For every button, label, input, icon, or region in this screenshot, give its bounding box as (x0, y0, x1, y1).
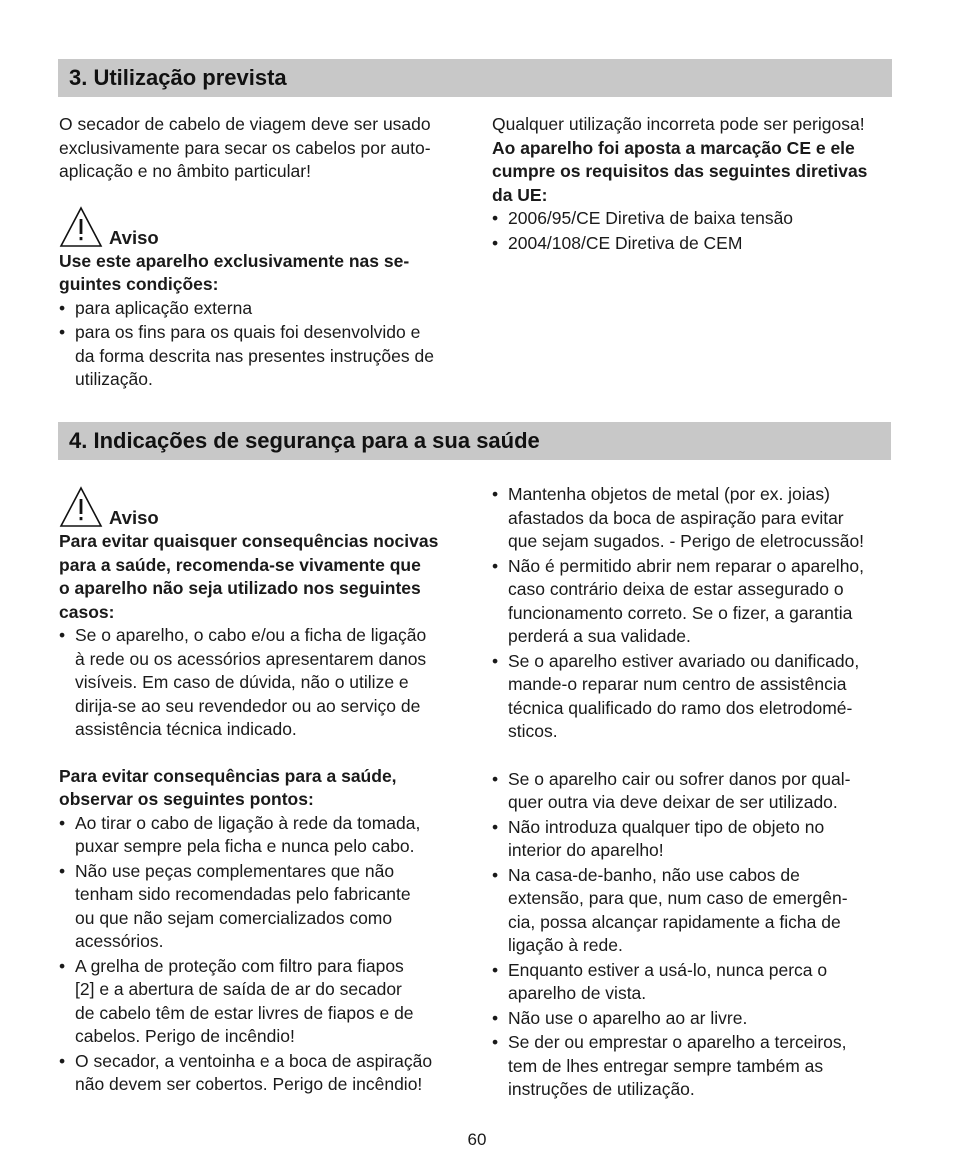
usage-conditions-list (59, 297, 469, 392)
text-line: cabelos. Perigo de incêndio! (75, 1026, 295, 1046)
text-line: aparelho de vista. (508, 983, 647, 1003)
list-item (59, 1050, 469, 1097)
eu-directives-list (492, 207, 902, 255)
text-line: casos: (59, 601, 115, 622)
text-line: dirija-se ao seu revendedor ou ao serviço de (75, 695, 421, 716)
list-item (59, 321, 469, 392)
warning-condition-text (59, 250, 469, 297)
text-line: ou que não sejam comercializados como (75, 907, 393, 928)
text-line: visíveis. Em caso de dúvida, não o utilize e (75, 672, 409, 692)
text-line: O secador, a ventoinha e a boca de aspiração (75, 1050, 433, 1071)
warning-title: Aviso (109, 507, 159, 528)
text-line: o aparelho não seja utilizado nos seguintes (59, 578, 421, 598)
text-line: observar os seguintes pontos: (59, 789, 314, 809)
text-line: para aplicação externa (75, 297, 253, 318)
list-item (492, 1007, 902, 1031)
section-4-heading (58, 422, 891, 460)
damage-cases-list (59, 624, 469, 742)
health-warning-text (59, 530, 469, 624)
text-line: Não é permitido abrir nem reparar o aparelho, (508, 555, 865, 576)
misuse-warning-text: Qualquer utilização incorreta pode ser perigosa! (492, 114, 865, 134)
text-line: utilização. (75, 369, 153, 389)
list-item (492, 232, 902, 256)
text-line: Não use o aparelho ao ar livre. (508, 1007, 748, 1028)
text-line: quer outra via deve deixar de ser utilizado. (508, 792, 838, 812)
text-line: técnica qualificado do ramo dos eletrodomé- (508, 697, 853, 718)
section-3-left-column (59, 113, 469, 393)
text-line: não devem ser cobertos. Perigo de incêndio! (75, 1074, 423, 1094)
ce-marking-text (492, 137, 902, 208)
text-line: Não use peças complementares que não (75, 860, 395, 881)
text-line: da forma descrita nas presentes instruções de (75, 345, 434, 366)
text-line: mande-o reparar num centro de assistência (508, 674, 847, 694)
warning-header (59, 484, 469, 528)
safety-list-bottom (492, 768, 902, 1102)
text-line: instruções de utilização. (508, 1079, 695, 1099)
list-item (492, 650, 902, 744)
text-line: Ao aparelho foi aposta a marcação CE e ele (492, 137, 855, 158)
text-line: O secador de cabelo de viagem deve ser usado (59, 114, 431, 134)
text-line: caso contrário deixa de estar assegurado o (508, 579, 844, 599)
warning-triangle-icon (59, 486, 103, 528)
text-line: 2006/95/CE Diretiva de baixa tensão (508, 208, 794, 228)
section-3-title: 3. Utilização prevista (69, 65, 287, 90)
section-3-heading (58, 59, 892, 97)
text-line: tenham sido recomendadas pelo fabricante (75, 884, 411, 904)
intended-use-paragraph (59, 113, 469, 184)
text-line: Ao tirar o cabo de ligação à rede da tomada, (75, 812, 421, 833)
text-line: que sejam sugados. - Perigo de eletrocussão! (508, 531, 865, 551)
list-item (492, 1031, 902, 1102)
list-item (492, 816, 902, 863)
list-item (59, 955, 469, 1049)
text-line: sticos. (508, 721, 558, 741)
text-line: guintes condições: (59, 274, 219, 294)
text-line: da UE: (492, 184, 548, 205)
text-line: [2] e a abertura de saída de ar do secador (75, 979, 402, 999)
text-line: interior do aparelho! (508, 840, 664, 860)
text-line: Para evitar quaisquer consequências nocivas (59, 531, 439, 551)
text-line: 2004/108/CE Diretiva de CEM (508, 232, 743, 253)
list-item (492, 768, 902, 815)
section-4-left-column (59, 484, 469, 1098)
list-item (59, 297, 469, 321)
warning-title: Aviso (109, 226, 159, 248)
text-line: para a saúde, recomenda-se vivamente que (59, 554, 421, 575)
text-line: acessórios. (75, 931, 164, 951)
text-line: Se o aparelho estiver avariado ou danificado, (508, 650, 860, 671)
text-line: cumpre os requisitos das seguintes diretivas (492, 161, 868, 181)
list-item (492, 483, 902, 554)
text-line: para os fins para os quais foi desenvolvido e (75, 322, 421, 342)
list-item (59, 812, 469, 859)
section-4-right-column (492, 483, 902, 1103)
text-line: A grelha de proteção com filtro para fiapos (75, 955, 404, 976)
list-item (492, 864, 902, 958)
text-line: cia, possa alcançar rapidamente a ficha de (508, 911, 841, 932)
text-line: Para evitar consequências para a saúde, (59, 765, 397, 786)
text-line: ligação à rede. (508, 935, 623, 955)
text-line: assistência técnica indicado. (75, 719, 297, 739)
list-item (492, 207, 902, 231)
text-line: Não introduza qualquer tipo de objeto no (508, 816, 825, 837)
list-item (59, 624, 469, 742)
text-line: de cabelo têm de estar livres de fiapos e de (75, 1002, 414, 1023)
list-item (492, 959, 902, 1006)
text-line: Use este aparelho exclusivamente nas se- (59, 250, 410, 271)
page-number: 60 (467, 1130, 487, 1149)
warning-triangle-icon (59, 206, 103, 248)
warning-header (59, 204, 469, 248)
text-line: Enquanto estiver a usá-lo, nunca perca o (508, 959, 828, 980)
text-line: aplicação e no âmbito particular! (59, 161, 311, 181)
text-line: Se o aparelho, o cabo e/ou a ficha de ligação (75, 625, 427, 645)
safety-list-top (492, 483, 902, 744)
list-item (59, 860, 469, 954)
text-line: extensão, para que, num caso de emergên- (508, 888, 848, 908)
text-line: puxar sempre pela ficha e nunca pelo cabo. (75, 836, 415, 856)
section-4-title: 4. Indicações de segurança para a sua saúde (69, 428, 540, 453)
text-line: Na casa-de-banho, não use cabos de (508, 864, 800, 885)
text-line: afastados da boca de aspiração para evitar (508, 507, 844, 528)
text-line: tem de lhes entregar sempre também as (508, 1055, 824, 1076)
text-line: funcionamento correto. Se o fizer, a garantia (508, 602, 853, 623)
text-line: à rede ou os acessórios apresentarem danos (75, 648, 427, 669)
health-points-heading (59, 765, 469, 812)
list-item (492, 555, 902, 649)
health-points-list (59, 812, 469, 1097)
text-line: Se der ou emprestar o aparelho a terceiros, (508, 1032, 847, 1052)
section-3-right-column (492, 113, 902, 256)
text-line: Mantenha objetos de metal (por ex. joias) (508, 484, 830, 504)
text-line: Se o aparelho cair ou sofrer danos por qual- (508, 768, 851, 789)
text-line: perderá a sua validade. (508, 626, 691, 646)
text-line: exclusivamente para secar os cabelos por auto- (59, 137, 431, 158)
